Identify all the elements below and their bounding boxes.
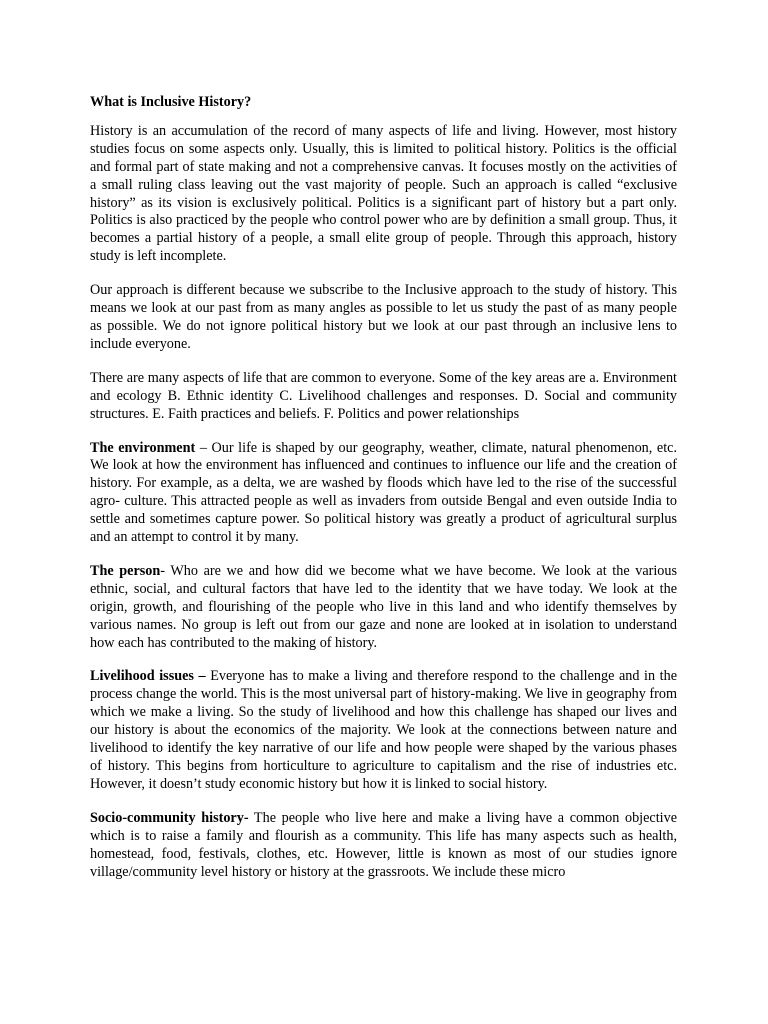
paragraph-text: Our approach is different because we subscribe to the Inclusive approach to the study of history. This means we look at our past from as many angles as possible to let us study the past of as many people as possible. We do not ignore political history but we look at our past through an inclusive lens to include everyone. (90, 282, 677, 352)
paragraph-lead: The environment (90, 439, 196, 456)
paragraph-text: Everyone has to make a living and therefore respond to the challenge and in the process change the world. This is the most universal part of history-making. We live in geography from which we make a living. So the study of livelihood and how this challenge has shaped our lives and our history is about the economics of the majority. We look at the connections between nature and livelihood to identify the key narrative of our life and how people were shaped by the various phases of history. This begins from horticulture to agriculture to capitalism and the rise of industries etc. However, it doesn’t study economic history but how it is linked to social history. (90, 668, 677, 792)
paragraph-socio-community (90, 810, 677, 882)
paragraph-person (90, 563, 677, 653)
paragraph-lead: Socio-community history- (90, 809, 249, 826)
document-page (90, 94, 677, 897)
paragraph-text: - Who are we and how did we become what we have become. We look at the various ethnic, social, and cultural factors that have led to the identity that we have today. We look at the origin, growth, and flourishing of the people who live in this land and who identify themselves by various names. No group is left out from our gaze and none are looked at in isolation to understand how each has contributed to the making of history. (90, 562, 678, 651)
paragraph-text: – Our life is shaped by our geography, weather, climate, natural phenomenon, etc. We look at how the environment has influenced and continues to influence our life and the creation of history. For example, as a delta, we are washed by floods which have led to the rise of the successful agro- culture. This attracted people as well as invaders from outside Bengal and even outside India to settle and sometimes capture power. So political history was greatly a product of agricultural surplus and an attempt to control it by many. (90, 439, 677, 546)
paragraph-approach (90, 282, 677, 354)
paragraph-text: The people who live here and make a living have a common objective which is to raise a family and flourish as a community. This life has many aspects such as health, homestead, food, festivals, clothes, etc. However, little is known as most of our studies ignore village/community level history or history at the grassroots. We include these micro (90, 809, 677, 880)
paragraph-text: History is an accumulation of the record of many aspects of life and living. However, most history studies focus on some aspects only. Usually, this is limited to political history. Politics is the official and formal part of state making and not a comprehensive canvas. It focuses mostly on the activities of a small ruling class leaving out the vast majority of people. Such an approach is called “exclusive history” as its vision is exclusively political. Politics is a significant part of history but a part only. Politics is also practiced by the people who control power who are by definition a small group. Thus, it becomes a partial history of a people, a small elite group of people. Through this approach, history study is left incomplete. (90, 122, 677, 265)
paragraph-lead: Livelihood issues – (90, 668, 206, 685)
document-title: What is Inclusive History? (90, 94, 252, 110)
paragraph-text: There are many aspects of life that are common to everyone. Some of the key areas are a. Environment and ecology B. Ethnic identity C. Livelihood challenges and responses. D. Social and community structures. E. Faith practices and beliefs. F. Politics and power relationships (90, 369, 677, 422)
paragraph-livelihood (90, 668, 677, 793)
paragraph-key-areas (90, 370, 677, 424)
paragraph-intro (90, 123, 677, 266)
paragraph-environment (90, 440, 677, 547)
paragraph-lead: The person (90, 562, 161, 579)
